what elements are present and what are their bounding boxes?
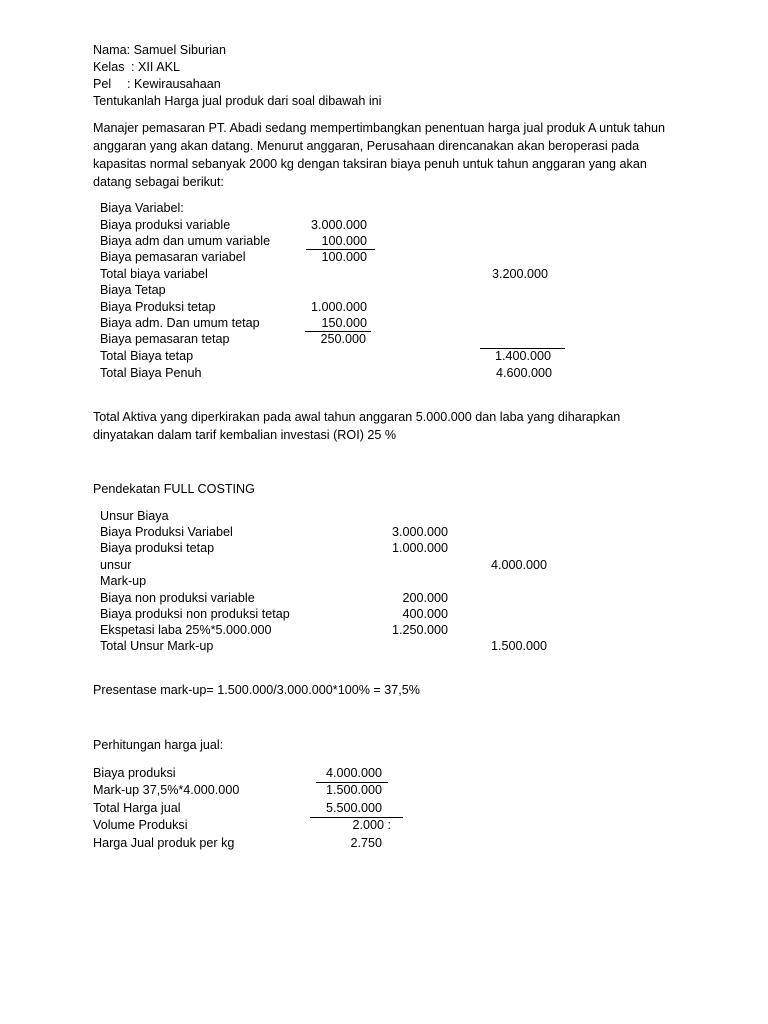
table-row <box>100 315 580 331</box>
table-row <box>100 299 580 315</box>
row-value: 1.000.000 <box>310 300 367 314</box>
row-value: 100.000 <box>321 250 367 264</box>
markup-heading-text: Mark-up <box>100 574 147 588</box>
selling-price-table <box>93 765 423 855</box>
total-label: Total Unsur Mark-up <box>100 639 214 653</box>
fixed-heading <box>100 282 580 298</box>
fixed-heading-text: Biaya Tetap <box>100 283 166 297</box>
table-row <box>100 590 580 606</box>
total-value: 1.400.000 <box>494 349 551 363</box>
table-row <box>100 331 580 347</box>
row-label: Harga Jual produk per kg <box>93 836 235 850</box>
row-value: 2.000 : <box>352 818 391 832</box>
row-value: 2.750 <box>350 836 382 850</box>
selling-price-title: Perhitungan harga jual: <box>93 738 224 752</box>
row-value: 400.000 <box>402 607 448 621</box>
table-row <box>100 606 580 622</box>
row-label: Ekspetasi laba 25%*5.000.000 <box>100 623 272 637</box>
total-value-underlined <box>480 348 565 363</box>
row-label: Biaya produksi non produksi tetap <box>100 607 290 621</box>
subject-label: Pel <box>93 77 112 91</box>
table-row <box>93 817 423 833</box>
row-value: 100.000 <box>321 234 367 248</box>
full-costing-table <box>100 508 580 658</box>
subject-value: : Kewirausahaan <box>127 77 221 91</box>
row-label: Biaya pemasaran variabel <box>100 250 246 264</box>
variable-heading-text: Biaya Variabel: <box>100 201 184 215</box>
markup-heading <box>100 573 580 589</box>
table-row <box>100 233 580 249</box>
table-row <box>100 524 580 540</box>
markup-percent: Presentase mark-up= 1.500.000/3.000.000*100% = 37,5% <box>93 683 420 697</box>
row-value: 150.000 <box>321 316 367 330</box>
total-label: Total Biaya tetap <box>100 349 194 363</box>
table-row <box>100 540 580 556</box>
class-label: Kelas <box>93 60 125 74</box>
variable-heading <box>100 200 580 216</box>
row-value: 1.000.000 <box>391 541 448 555</box>
row-value-underlined <box>310 817 403 832</box>
row-label: Biaya produksi <box>93 766 176 780</box>
class-value: : XII AKL <box>131 60 181 74</box>
total-value: 1.500.000 <box>490 639 547 653</box>
row-value-underlined <box>306 249 375 264</box>
row-value: 1.250.000 <box>391 623 448 637</box>
row-label: Biaya adm dan umum variable <box>100 234 271 248</box>
total-row <box>100 557 580 573</box>
instruction: Tentukanlah Harga jual produk dari soal dibawah ini <box>93 94 382 108</box>
row-label: Biaya produksi tetap <box>100 541 215 555</box>
row-value: 3.000.000 <box>310 218 367 232</box>
total-row <box>100 266 580 282</box>
row-value: 1.500.000 <box>325 783 382 797</box>
row-value: 4.000.000 <box>325 766 382 780</box>
full-costing-title: Pendekatan FULL COSTING <box>93 482 255 496</box>
row-label: Biaya produksi variable <box>100 218 231 232</box>
row-label: Mark-up 37,5%*4.000.000 <box>93 783 240 797</box>
row-label: Biaya pemasaran tetap <box>100 332 230 346</box>
total-label: unsur <box>100 558 132 572</box>
row-label: Biaya Produksi tetap <box>100 300 216 314</box>
total-label: Total biaya variabel <box>100 267 208 281</box>
table-row <box>93 782 423 798</box>
row-value: 3.000.000 <box>391 525 448 539</box>
row-label: Biaya Produksi Variabel <box>100 525 233 539</box>
unsur-heading-text: Unsur Biaya <box>100 509 169 523</box>
unsur-heading <box>100 508 580 524</box>
total-value: 3.200.000 <box>491 267 548 281</box>
total-label: Total Biaya Penuh <box>100 366 202 380</box>
subject-line <box>93 76 221 92</box>
total-value: 4.000.000 <box>490 558 547 572</box>
table-row <box>93 835 423 851</box>
row-label: Volume Produksi <box>93 818 188 832</box>
roi-paragraph: Total Aktiva yang diperkirakan pada awal tahun anggaran 5.000.000 dan laba yang diharapkan dinyatakan dalam tarif kembalian investasi (ROI) 25 % <box>93 410 621 442</box>
total-value: 4.600.000 <box>495 366 552 380</box>
table-row <box>100 622 580 638</box>
table-row <box>100 217 580 233</box>
table-row <box>93 765 423 781</box>
class-line <box>93 59 181 75</box>
row-value-underlined <box>305 331 371 346</box>
table-row <box>100 249 580 265</box>
row-label: Biaya non produksi variable <box>100 591 255 605</box>
student-name: Nama: Samuel Siburian <box>93 43 226 57</box>
row-value-underlined <box>316 782 388 797</box>
total-row <box>100 638 580 654</box>
row-value: 250.000 <box>320 332 366 346</box>
problem-paragraph: Manajer pemasaran PT. Abadi sedang mempertimbangkan penentuan harga jual produk A untuk tahun anggaran yang akan datang. Menurut anggaran, Perusahaan direncanakan akan beroperasi pada kapasitas normal sebanyak 2000 kg dengan taksiran biaya penuh untuk tahun anggaran yang akan datang sebagai berikut: <box>93 121 665 189</box>
row-label: Total Harga jual <box>93 801 181 815</box>
total-row <box>100 348 580 364</box>
cost-table <box>100 200 580 390</box>
row-value: 200.000 <box>402 591 448 605</box>
row-value: 5.500.000 <box>325 801 382 815</box>
total-row <box>100 365 580 381</box>
table-row <box>93 800 423 816</box>
row-label: Biaya adm. Dan umum tetap <box>100 316 260 330</box>
